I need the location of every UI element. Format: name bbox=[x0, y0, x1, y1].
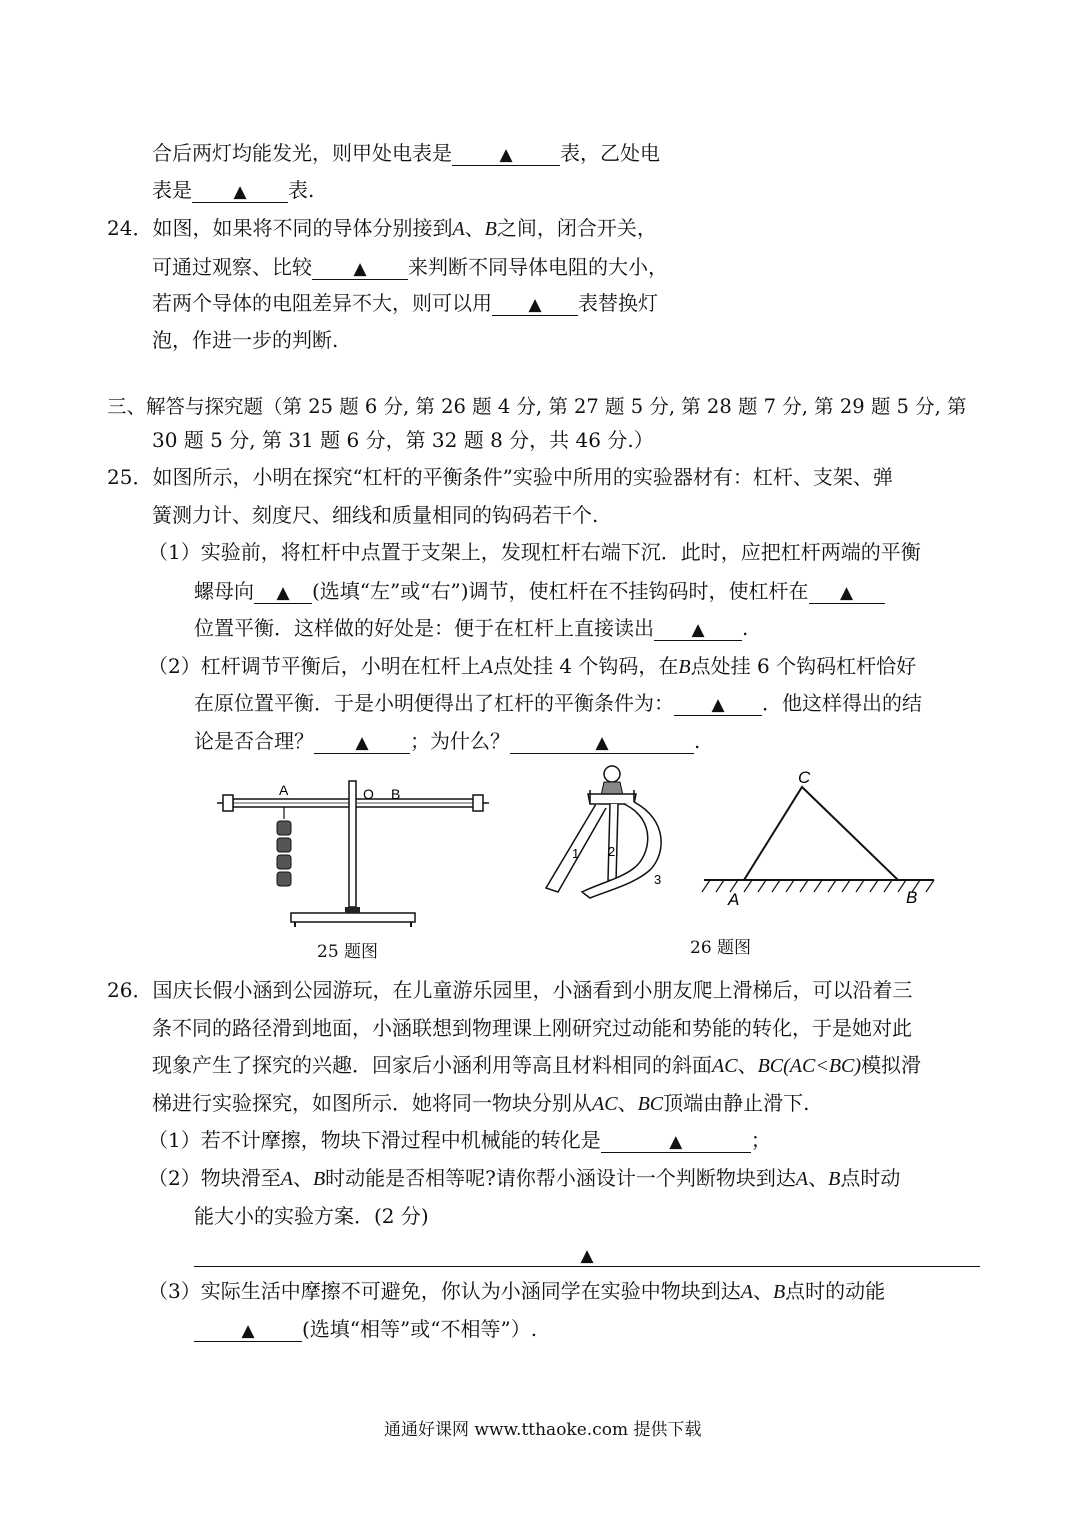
answer-blank[interactable]: ▲ bbox=[192, 178, 288, 203]
child-head bbox=[604, 766, 620, 782]
label-b: B bbox=[391, 786, 401, 802]
answer-blank[interactable]: ▲ bbox=[674, 691, 762, 716]
left-balance-nut bbox=[223, 795, 233, 811]
q24-line4: 泡，作进一步的判断. bbox=[152, 328, 339, 352]
figure-25-lever bbox=[215, 775, 495, 935]
section-3-header: 三、解答与探究题（第 25 题 6 分, 第 26 题 4 分, 第 27 题 5 分, 第 28 题 7 分, 第 29 题 5 分, 第 bbox=[107, 395, 967, 418]
stand-base bbox=[291, 913, 415, 922]
section-3-header-line2: 30 题 5 分, 第 31 题 6 分，第 32 题 8 分，共 46 分.） bbox=[152, 428, 654, 452]
point-c: C bbox=[798, 768, 811, 787]
label-o: O bbox=[363, 786, 374, 802]
answer-blank[interactable]: ▲ bbox=[510, 729, 694, 754]
answer-blank[interactable]: ▲ bbox=[312, 255, 408, 280]
q26-line2: 条不同的路径滑到地面，小涵联想到物理课上刚研究过动能和势能的转化，于是她对此 bbox=[152, 1016, 912, 1040]
figure-26-incline bbox=[700, 765, 940, 910]
slide-path-2 bbox=[608, 804, 618, 882]
q26-line3: 现象产生了探究的兴趣．回家后小涵利用等高且材料相同的斜面AC、BC(AC<BC)模拟滑 bbox=[152, 1053, 922, 1077]
q23-line1: 合后两灯均能发光，则甲处电表是 ▲ 表，乙处电 bbox=[152, 141, 660, 165]
q24-line3: 若两个导体的电阻差异不大，则可以用 ▲ 表替换灯 bbox=[152, 291, 658, 315]
q26-part1: （1）若不计摩擦，物块下滑过程中机械能的转化是 ▲ ； bbox=[148, 1128, 771, 1152]
right-balance-nut bbox=[473, 795, 483, 811]
answer-blank[interactable]: ▲ bbox=[809, 579, 885, 604]
q25-line1: 25．如图所示，小明在探究“杠杆的平衡条件”实验中所用的实验器材有：杠杆、支架、弹 bbox=[107, 465, 893, 489]
footer-credit: 通通好课网 www.tthaoke.com 提供下载 bbox=[384, 1420, 702, 1440]
q26-part2-answer bbox=[194, 1240, 980, 1268]
point-b: B bbox=[906, 888, 918, 907]
q25-line2: 簧测力计、刻度尺、细线和质量相同的钩码若干个. bbox=[152, 503, 599, 527]
q26-line4: 梯进行实验探究，如图所示．她将同一物块分别从AC、BC顶端由静止滑下. bbox=[152, 1091, 810, 1115]
incline-triangle bbox=[744, 787, 898, 880]
q26-part3-line1: （3）实际生活中摩擦不可避免，你认为小涵同学在实验中物块到达A、B点时的动能 bbox=[148, 1279, 886, 1303]
answer-blank[interactable]: ▲ bbox=[601, 1128, 751, 1153]
path-label-2: 2 bbox=[608, 844, 616, 859]
figure-26-slide bbox=[538, 760, 698, 900]
answer-blank[interactable]: ▲ bbox=[254, 579, 312, 604]
q25-part1-line3: 位置平衡．这样做的好处是：便于在杠杆上直接读出 ▲ . bbox=[194, 616, 749, 640]
q24-line1: 24．如图，如果将不同的导体分别接到A、B之间，闭合开关， bbox=[107, 216, 657, 240]
answer-blank[interactable]: ▲ bbox=[194, 1317, 302, 1342]
q25-part2-line1: （2）杠杆调节平衡后，小明在杠杆上A点处挂 4 个钩码，在B点处挂 6 个钩码杠杆恰好 bbox=[148, 654, 917, 678]
answer-blank[interactable]: ▲ bbox=[452, 141, 560, 166]
question-number: 25． bbox=[107, 465, 153, 489]
q25-part1-line1: （1）实验前，将杠杆中点置于支架上，发现杠杆右端下沉．此时，应把杠杆两端的平衡 bbox=[148, 540, 921, 564]
answer-blank[interactable]: ▲ bbox=[492, 291, 578, 316]
figure-26-caption: 26 题图 bbox=[690, 938, 752, 958]
question-number: 26． bbox=[107, 978, 153, 1002]
stand-pole bbox=[349, 781, 356, 907]
point-a: A bbox=[728, 890, 740, 909]
label-a: A bbox=[279, 782, 289, 798]
q26-part2-line2: 能大小的实验方案．(2 分) bbox=[194, 1204, 429, 1228]
path-label-3: 3 bbox=[654, 872, 662, 887]
hooked-weights bbox=[277, 821, 291, 886]
answer-blank[interactable]: ▲ bbox=[314, 729, 410, 754]
q24-line2: 可通过观察、比较 ▲ 来判断不同导体电阻的大小， bbox=[152, 255, 668, 279]
q23-line2: 表是 ▲ 表. bbox=[152, 178, 315, 202]
q26-part3-line2: ▲ (选填“相等”或“不相等”）. bbox=[194, 1315, 537, 1343]
figure-25-caption: 25 题图 bbox=[317, 942, 379, 962]
question-number: 24． bbox=[107, 216, 153, 240]
q26-line1: 26．国庆长假小涵到公园游玩，在儿童游乐园里，小涵看到小朋友爬上滑梯后，可以沿着三 bbox=[107, 978, 913, 1002]
path-label-1: 1 bbox=[572, 846, 580, 861]
q25-part1-line2: 螺母向 ▲ (选填“左”或“右”)调节，使杠杆在不挂钩码时，使杠杆在 ▲ bbox=[194, 577, 885, 605]
q25-part2-line2: 在原位置平衡．于是小明便得出了杠杆的平衡条件为： ▲ ．他这样得出的结 bbox=[194, 691, 922, 715]
q25-part2-line3: 论是否合理？ ▲ ；为什么？ ▲ . bbox=[194, 729, 701, 753]
answer-blank[interactable]: ▲ bbox=[654, 616, 742, 641]
answer-blank-long[interactable]: ▲ bbox=[194, 1242, 980, 1267]
q26-part2-line1: （2）物块滑至A、B时动能是否相等呢?请你帮小涵设计一个判断物块到达A、B点时动 bbox=[148, 1166, 901, 1190]
